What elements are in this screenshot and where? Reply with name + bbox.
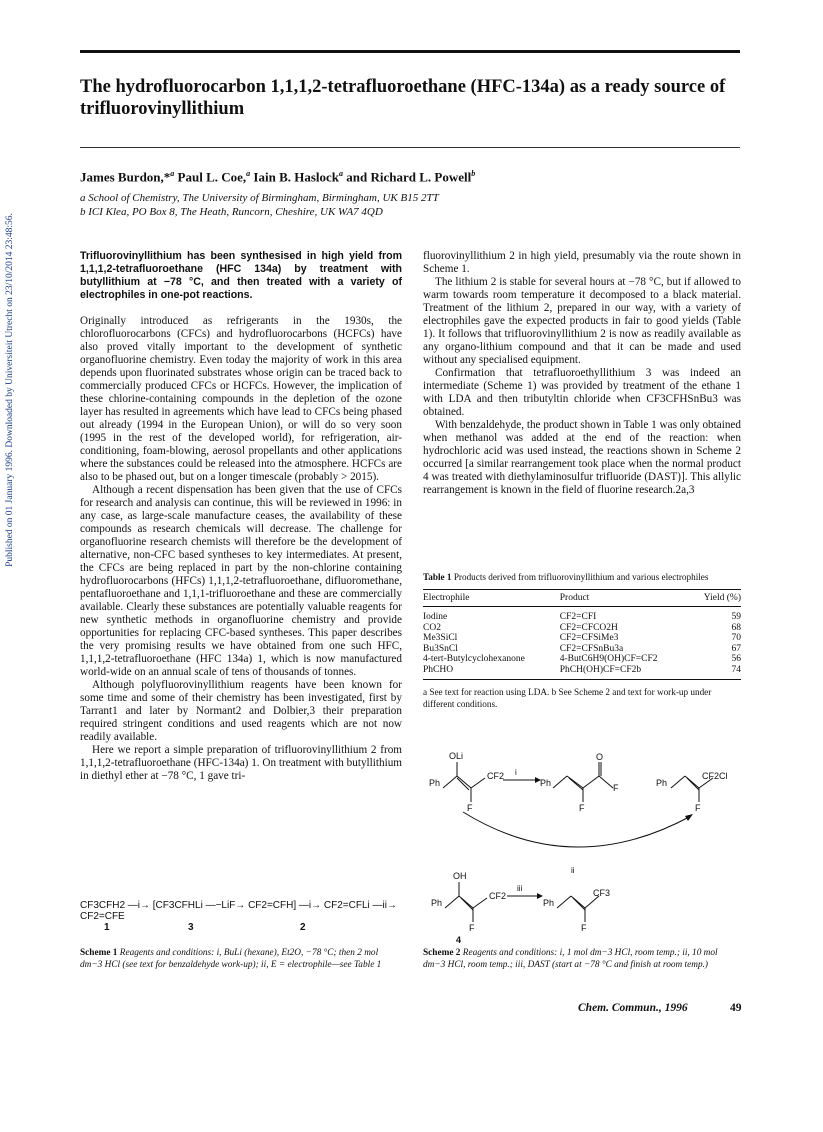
arrow-label-i: i xyxy=(515,768,517,777)
table-row xyxy=(423,607,741,623)
label-ph: Ph xyxy=(431,898,443,908)
page-number: 49 xyxy=(730,1002,742,1014)
cell-yield: 70 xyxy=(731,633,741,643)
table-caption-text: Products derived from trifluorovinyllithium and various electrophiles xyxy=(453,572,709,582)
column-header: Yield (%) xyxy=(691,590,741,607)
label-ph: Ph xyxy=(429,778,441,788)
label-ph: Ph xyxy=(540,778,552,788)
body-paragraph: The lithium 2 is stable for several hours at −78 °C, but if allowed to warm towards room temperature it decomposed to a black material. Treatment of the lithium 2, prepared in our way, with a variety of electrophiles gave the expected products in fair to good yields (Table 1). It follows that trifluorovinyllithium 2 is now as readily available as any organo-lithium compound and that it can be made and used without any specialised equipment. xyxy=(423,276,741,366)
table-footnote: a See text for reaction using LDA. b See Scheme 2 and text for work-up under different conditions. xyxy=(423,687,712,709)
scheme-1-caption xyxy=(80,948,400,971)
compound-label-3: 3 xyxy=(188,922,194,933)
affiliation-a: a School of Chemistry, The University of Birmingham, Birmingham, UK B15 2TT xyxy=(80,192,439,204)
scheme-1-caption-label: Scheme 1 xyxy=(80,948,118,958)
scheme-2-structures xyxy=(423,750,741,942)
compound-label-2: 2 xyxy=(300,922,306,933)
label-cf3: CF3 xyxy=(593,888,611,898)
body-paragraph: Although polyfluorovinyllithium reagents have been known for some time and some of their chemistry has been investigated, first by Tarrant1 and later by Normant2 and Dolbier,3 their preparation required stringent conditions and used reagents which are not now readily available. xyxy=(80,679,402,743)
download-watermark-text: Published on 01 January 1996. Downloaded by Universiteit Utrecht on 23/10/2014 23:48:56. xyxy=(5,213,15,567)
table-row xyxy=(423,623,741,634)
affiliation-b: b ICI Klea, PO Box 8, The Heath, Runcorn, Cheshire, UK WA7 4QD xyxy=(80,206,383,218)
table-caption xyxy=(423,571,741,583)
label-cf2: CF2 xyxy=(487,771,505,781)
cell-yield: 74 xyxy=(691,665,741,680)
top-rule xyxy=(80,50,740,53)
article-title: The hydrofluorocarbon 1,1,1,2-tetrafluoroethane (HFC-134a) as a ready source of trifluorovinyllithium xyxy=(80,77,726,119)
label-ph: Ph xyxy=(656,778,668,788)
cell-product: CF2=CFCO2H xyxy=(559,622,618,633)
label-f: F xyxy=(579,803,585,813)
arrow-label-ii: ii xyxy=(571,866,575,875)
cell-product: CF2=CFSnBu3a xyxy=(559,643,624,654)
cell-electrophile: 4-tert-Butylcyclohexanone xyxy=(423,654,525,664)
body-paragraph: Although a recent dispensation has been given that the use of CFCs for research and analysis can continue, this will be reviewed in 1996: in any case, as large-scale manufacture ceases, the availability of these compounds as research chemicals will decrease. The challenge for organofluorine research chemists will therefore be the development of alternative, non-CFC based syntheses to key intermediates. At present, the CFCs are being replaced in part by the non-chlorine containing hydrofluorocarbons (HFCs) 1,1,1,2-tetrafluoroethane, difluoromethane, pentafluoroethane and 1,1,1-trifluoroethane and these are commercially available. Clearly these substances are potentially valuable reagents for new synthetic methods in organofluorine chemistry and provide opportunities for replacing CFC-based syntheses. This paper describes the very promising results we have obtained from one such HFC, 1,1,1,2-tetrafluoroethane (HFC 134a) 1, which is now manufactured world-wide on an annual scale of tens of thousands of tonnes. xyxy=(80,484,402,678)
left-column xyxy=(80,250,402,783)
label-f: F xyxy=(613,783,619,793)
label-cf2cl: CF2Cl xyxy=(702,771,728,781)
cell-product: CF2=CFI xyxy=(559,612,597,622)
cell-electrophile: Bu3SnCl xyxy=(423,643,458,654)
label-cf2: CF2 xyxy=(489,891,507,901)
cell-product: 4-ButC6H9(OH)CF=CF2 xyxy=(559,654,658,664)
cell-yield: 68 xyxy=(731,622,741,633)
label-ph: Ph xyxy=(543,898,555,908)
body-paragraph: fluorovinyllithium 2 in high yield, presumably via the route shown in Scheme 1. xyxy=(423,250,741,275)
body-paragraph: Originally introduced as refrigerants in the 1930s, the chlorofluorocarbons (CFCs) and hydrofluorocarbons (HCFCs) have also proved vitally important to the development of synthetic organofluorine chemistry. Even today the majority of work in this area depends upon fluorinated substrates whose origin can be traced back to commercially produced CFCs or HCFCs. However, the implication of these chlorine-containing compounds in the depletion of the ozone layer has resulted in agreements which have lead to CFCs being phased out already (1994 in the European Union), or will do so very soon (1995 in the rest of the developed world), for refrigeration, air-conditioning, foam-blowing, aerosol propellants and other applications where the substances could be released into the atmosphere. HCFCs are also to be phased out, but on a longer timescale (probably > 2015). xyxy=(80,315,402,483)
journal-citation xyxy=(578,1002,688,1014)
arrow-label-iii: iii xyxy=(517,884,523,893)
body-paragraph: With benzaldehyde, the product shown in Table 1 was only obtained when methanol was added at the end of the reaction: when hydrochloric acid was used instead, the reactions shown in Scheme 2 occurred [a similar rearrangement took place when the normal product 4 was treated with diethylaminosulfur trifluoride (DAST)]. This allylic rearrangement is known in the field of fluorine research.2a,3 xyxy=(423,419,741,496)
column-header: Product xyxy=(560,590,691,607)
label-oli: OLi xyxy=(449,751,464,761)
cell-yield: 67 xyxy=(731,643,741,654)
compound-label-1: 1 xyxy=(104,922,110,933)
scheme-2-caption xyxy=(423,948,741,971)
author-list: James Burdon,*$^a$ Paul L. Coe,$^a$ Iain B. Haslock$^a$ and Richard L. Powell$^b$ xyxy=(80,169,476,185)
table-row xyxy=(423,633,741,644)
download-watermark xyxy=(3,100,17,680)
label-o: O xyxy=(596,752,604,762)
table-caption-label: Table 1 xyxy=(423,572,452,582)
column-header: Electrophile xyxy=(423,590,560,607)
label-f: F xyxy=(469,923,475,933)
cell-electrophile: PhCHO xyxy=(423,665,560,680)
cell-product: CF2=CFSiMe3 xyxy=(559,633,619,643)
label-f: F xyxy=(467,803,473,813)
table-row xyxy=(423,665,741,680)
cell-product: PhCH(OH)CF=CF2b xyxy=(560,665,691,680)
right-column xyxy=(423,250,741,497)
products-table xyxy=(423,589,741,680)
cell-yield: 59 xyxy=(731,612,741,622)
cell-electrophile: Iodine xyxy=(423,612,448,622)
body-paragraph: Here we report a simple preparation of trifluorovinyllithium 2 from 1,1,1,2-tetrafluoroethane (HFC-134a) 1. On treatment with butyllithium in diethyl ether at −78 °C, 1 gave tri- xyxy=(80,744,402,782)
cell-electrophile: Me3SiCl xyxy=(423,633,458,643)
label-f: F xyxy=(581,923,587,933)
cell-yield: 56 xyxy=(731,654,741,664)
cell-electrophile: CO2 xyxy=(423,622,441,633)
body-paragraph: Confirmation that tetrafluoroethyllithium 3 was indeed an intermediate (Scheme 1) was provided by treatment of the ethane 1 with LDA and then tributyltin chloride when CF3CFHSnBu3 was obtained. xyxy=(423,367,741,418)
journal-name: Chem. Commun., 1996 xyxy=(578,1002,688,1014)
label-f: F xyxy=(695,803,701,813)
label-oh: OH xyxy=(453,871,467,881)
table-row xyxy=(423,644,741,655)
scheme-1-equation: CF3CFH2 —i→ [CF3CFHLi —−LiF→ CF2=CFH] —i→ CF2=CFLi —ii→ CF2=CFE xyxy=(80,900,397,922)
abstract: Trifluorovinyllithium has been synthesised in high yield from 1,1,1,2-tetrafluoroethane (HFC 134a) by treatment with butyllithium at −78 °C, and then treated with a variety of electrophiles in one-pot reactions. xyxy=(80,250,402,301)
scheme-1-caption-text: Reagents and conditions: i, BuLi (hexane), Et2O, −78 °C; then 2 mol dm−3 HCl (see text for benzaldehyde work-up); ii, E = electrophile—see Table 1 xyxy=(80,948,382,970)
table-1 xyxy=(423,571,741,710)
title-rule xyxy=(80,147,740,148)
scheme-2-caption-label: Scheme 2 xyxy=(423,948,461,958)
scheme-2-caption-text: Reagents and conditions: i, 1 mol dm−3 HCl, room temp.; ii, 10 mol dm−3 HCl, room temp.; iii, DAST (start at −78 °C and finish at room temp.) xyxy=(423,948,718,970)
table-row xyxy=(423,654,741,665)
compound-label-4: 4 xyxy=(456,935,462,945)
